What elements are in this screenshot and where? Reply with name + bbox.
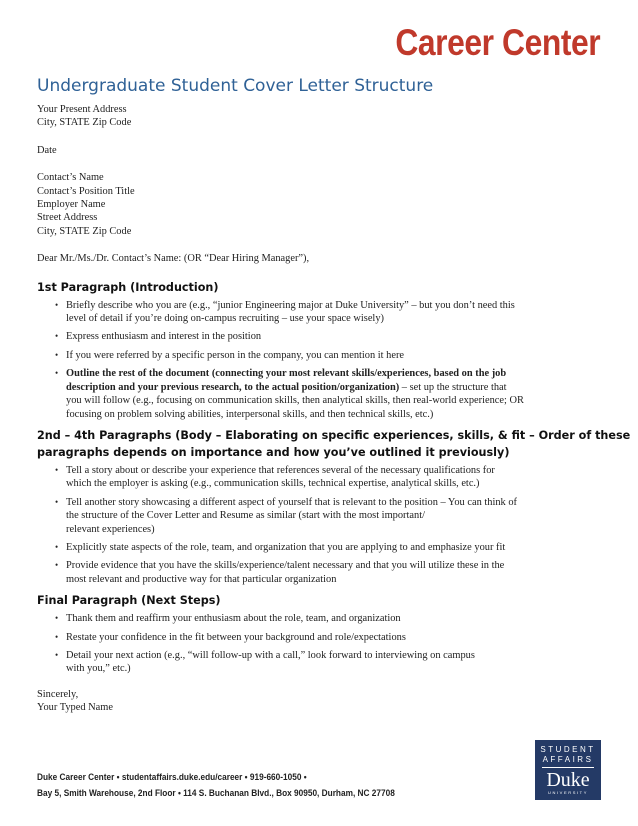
list-item: • Tell another story showcasing a different aspect of yourself that is relevant to the position – You can think of the structure of the Cover Letter and Resume as similar (start with the most important/ relevant experiences) <box>55 496 517 535</box>
section-heading-intro: 1st Paragraph (Introduction) <box>37 280 219 294</box>
address-line: Your Present Address <box>37 104 127 115</box>
section-heading-final: Final Paragraph (Next Steps) <box>37 594 221 608</box>
address-line: Contact’s Position Title <box>37 185 135 197</box>
final-bullets <box>37 612 602 676</box>
list-item: • Provide evidence that you have the skills/experience/talent necessary and that you will utilize these in the most relevant and productive way for that particular organization <box>55 560 505 585</box>
letter-body <box>37 103 631 715</box>
bullet-icon: • <box>55 541 59 552</box>
bullet-icon: • <box>55 464 59 475</box>
document-title: Undergraduate Student Cover Letter Structure <box>37 76 434 96</box>
footer-line: Bay 5, Smith Warehouse, 2nd Floor • 114 S. Buchanan Blvd., Box 90950, Durham, NC 27708 <box>37 787 395 798</box>
bullet-icon: • <box>55 496 59 507</box>
intro-bullets <box>37 299 602 421</box>
address-line: Contact’s Name <box>37 172 104 184</box>
footer-line: Duke Career Center • studentaffairs.duke.edu/career • 919-660-1050 • <box>37 772 307 782</box>
list-item: • Express enthusiasm and interest in the position <box>55 331 262 343</box>
address-line: City, STATE Zip Code <box>37 117 132 129</box>
address-line: City, STATE Zip Code <box>37 225 132 237</box>
list-item: • Briefly describe who you are (e.g., “junior Engineering major at Duke University” – but you don’t need this level of detail if you’re doing on-campus recruiting – use your space wisely) <box>55 299 515 325</box>
bullet-icon: • <box>55 613 59 624</box>
body-bullets <box>37 464 602 586</box>
list-item: • Detail your next action (e.g., “will follow-up with a call,” look forward to interviewing on campus with you,” etc.) <box>55 649 475 675</box>
list-item: • Outline the rest of the document (connecting your most relevant skills/experiences, based on the job description and your previous research, to the actual position/organization) – set up the structure that you will follow (e.g., focusing on communication skills, then analytical skills, then real-world experience; OR focusing on problem solving abilities, interpersonal skills, and then technical skills, etc.) <box>55 368 524 420</box>
recipient-address <box>37 171 602 238</box>
bullet-icon: • <box>55 560 59 571</box>
list-item: • Restate your confidence in the fit between your background and role/expectations <box>55 631 406 643</box>
bullet-icon: • <box>55 631 59 642</box>
career-center-wordmark: Career Center <box>395 22 600 63</box>
bullet-icon: • <box>55 368 59 379</box>
signature-line: Your Typed Name <box>37 702 113 714</box>
duke-student-affairs-logo: STUDENT AFFAIRS Duke UNIVERSITY <box>535 740 601 800</box>
footer-contact <box>37 770 395 801</box>
closing <box>37 688 602 715</box>
list-item: • Explicitly state aspects of the role, team, and organization that you are applying to and emphasize your fit <box>55 541 506 553</box>
bullet-icon: • <box>55 349 59 360</box>
address-line: Employer Name <box>37 199 106 211</box>
date-line: Date <box>37 144 57 156</box>
closing-line: Sincerely, <box>37 688 79 700</box>
bullet-icon: • <box>55 299 59 310</box>
list-item: • If you were referred by a specific person in the company, you can mention it here <box>55 349 405 361</box>
address-line: Street Address <box>37 212 98 224</box>
salutation: Dear Mr./Ms./Dr. Contact’s Name: (OR “Dear Hiring Manager”), <box>37 253 310 265</box>
section-heading-body: 2nd – 4th Paragraphs (Body – Elaborating on specific experiences, skills, & fit – Order of these paragraphs depends on importance and how you’ve outlined it previously) <box>37 428 631 459</box>
list-item: • Thank them and reaffirm your enthusiasm about the role, team, and organization <box>55 613 401 625</box>
sender-address <box>37 103 602 130</box>
bullet-icon: • <box>55 331 59 342</box>
list-item: • Tell a story about or describe your experience that references several of the necessary qualifications for which the employer is asking (e.g., communication skills, technical expertise, analytical skills, etc.) <box>55 464 495 490</box>
bullet-icon: • <box>55 649 59 660</box>
